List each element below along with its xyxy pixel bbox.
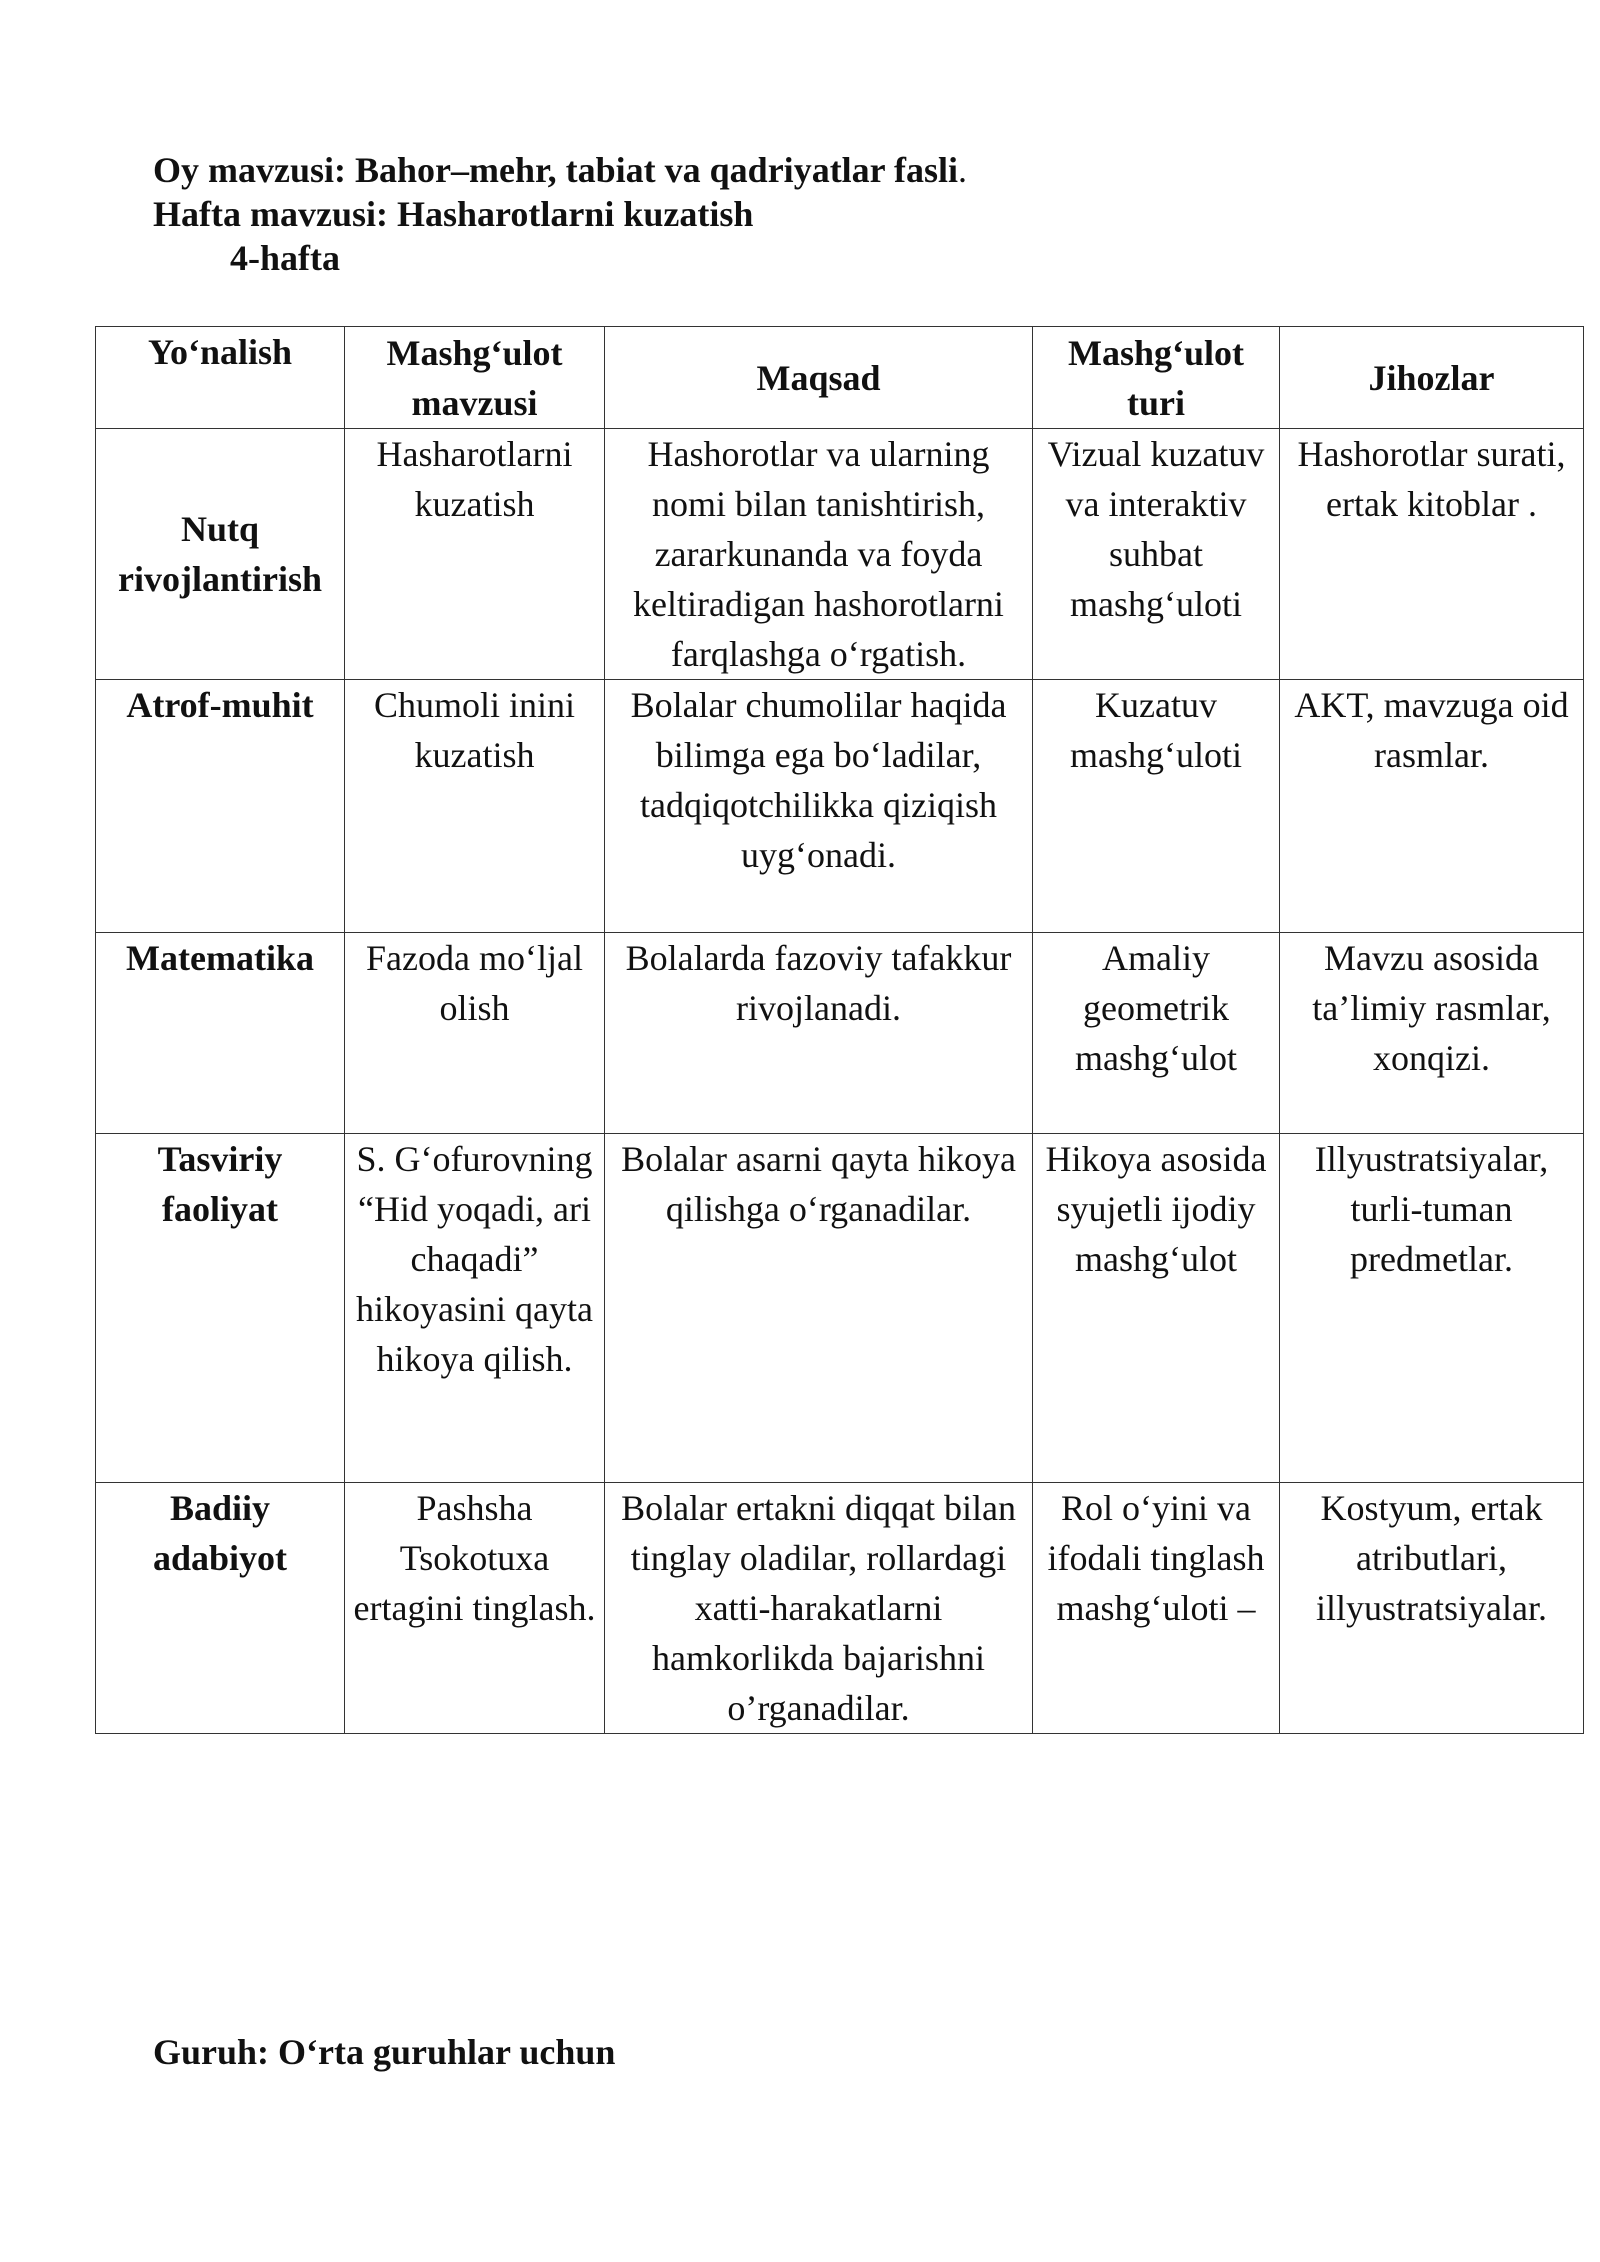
cell-topic: Fazoda mo‘ljal olish xyxy=(345,933,605,1134)
cell-direction: Matematika xyxy=(96,933,345,1134)
cell-type: Kuzatuv mashg‘uloti xyxy=(1033,680,1280,933)
cell-direction: Nutq rivojlantirish xyxy=(96,429,345,680)
column-header-direction: Yo‘nalish xyxy=(96,327,345,429)
cell-direction: Atrof-muhit xyxy=(96,680,345,933)
cell-topic: Chumoli inini kuzatish xyxy=(345,680,605,933)
table-row xyxy=(96,1134,1584,1483)
month-theme-line xyxy=(153,148,967,192)
cell-goal: Bolalarda fazoviy tafakkur rivojlanadi. xyxy=(605,933,1033,1134)
month-theme-period: . xyxy=(958,150,968,190)
cell-type: Vizual kuzatuv va interaktiv suhbat mashg‘uloti xyxy=(1033,429,1280,680)
table-row xyxy=(96,933,1584,1134)
cell-direction: Badiiy adabiyot xyxy=(96,1483,345,1734)
cell-topic: S. G‘ofurovning “Hid yoqadi, ari chaqadi” hikoyasini qayta hikoya qilish. xyxy=(345,1134,605,1483)
table-row xyxy=(96,1483,1584,1734)
cell-equipment: Mavzu asosida ta’limiy rasmlar, xonqizi. xyxy=(1280,933,1584,1134)
document-header xyxy=(153,148,967,280)
cell-topic: Pashsha Tsokotuxa ertagini tinglash. xyxy=(345,1483,605,1734)
group-label: Guruh: O‘rta guruhlar uchun xyxy=(153,2032,616,2072)
week-number: 4-hafta xyxy=(230,238,340,278)
cell-equipment: Hashorotlar surati, ertak kitoblar . xyxy=(1280,429,1584,680)
cell-type: Amaliy geometrik mashg‘ulot xyxy=(1033,933,1280,1134)
cell-goal: Hashorotlar va ularning nomi bilan tanishtirish, zararkunanda va foyda keltiradigan hashorotlarni farqlashga o‘rgatish. xyxy=(605,429,1033,680)
month-theme: Oy mavzusi: Bahor–mehr, tabiat va qadriyatlar fasli xyxy=(153,150,959,190)
cell-equipment: Illyustratsiyalar, turli-tuman predmetlar. xyxy=(1280,1134,1584,1483)
table-header-row xyxy=(96,327,1584,429)
cell-goal: Bolalar chumolilar haqida bilimga ega bo‘ladilar, tadqiqotchilikka qiziqish uyg‘onadi. xyxy=(605,680,1033,933)
column-header-type: Mashg‘ulot turi xyxy=(1033,327,1280,429)
cell-type: Rol o‘yini va ifodali tinglash mashg‘uloti – xyxy=(1033,1483,1280,1734)
column-header-goal: Maqsad xyxy=(605,327,1033,429)
cell-type: Hikoya asosida syujetli ijodiy mashg‘ulot xyxy=(1033,1134,1280,1483)
column-header-equipment: Jihozlar xyxy=(1280,327,1584,429)
cell-equipment: AKT, mavzuga oid rasmlar. xyxy=(1280,680,1584,933)
column-header-topic: Mashg‘ulot mavzusi xyxy=(345,327,605,429)
cell-direction: Tasviriy faoliyat xyxy=(96,1134,345,1483)
cell-equipment: Kostyum, ertak atributlari, illyustratsiyalar. xyxy=(1280,1483,1584,1734)
cell-goal: Bolalar asarni qayta hikoya qilishga o‘rganadilar. xyxy=(605,1134,1033,1483)
week-theme: Hafta mavzusi: Hasharotlarni kuzatish xyxy=(153,194,754,234)
table-row xyxy=(96,429,1584,680)
weekly-plan-table xyxy=(95,326,1584,1734)
table-row xyxy=(96,680,1584,933)
cell-topic: Hasharotlarni kuzatish xyxy=(345,429,605,680)
cell-goal: Bolalar ertakni diqqat bilan tinglay oladilar, rollardagi xatti-harakatlarni hamkorlikda bajarishni o’rganadilar. xyxy=(605,1483,1033,1734)
